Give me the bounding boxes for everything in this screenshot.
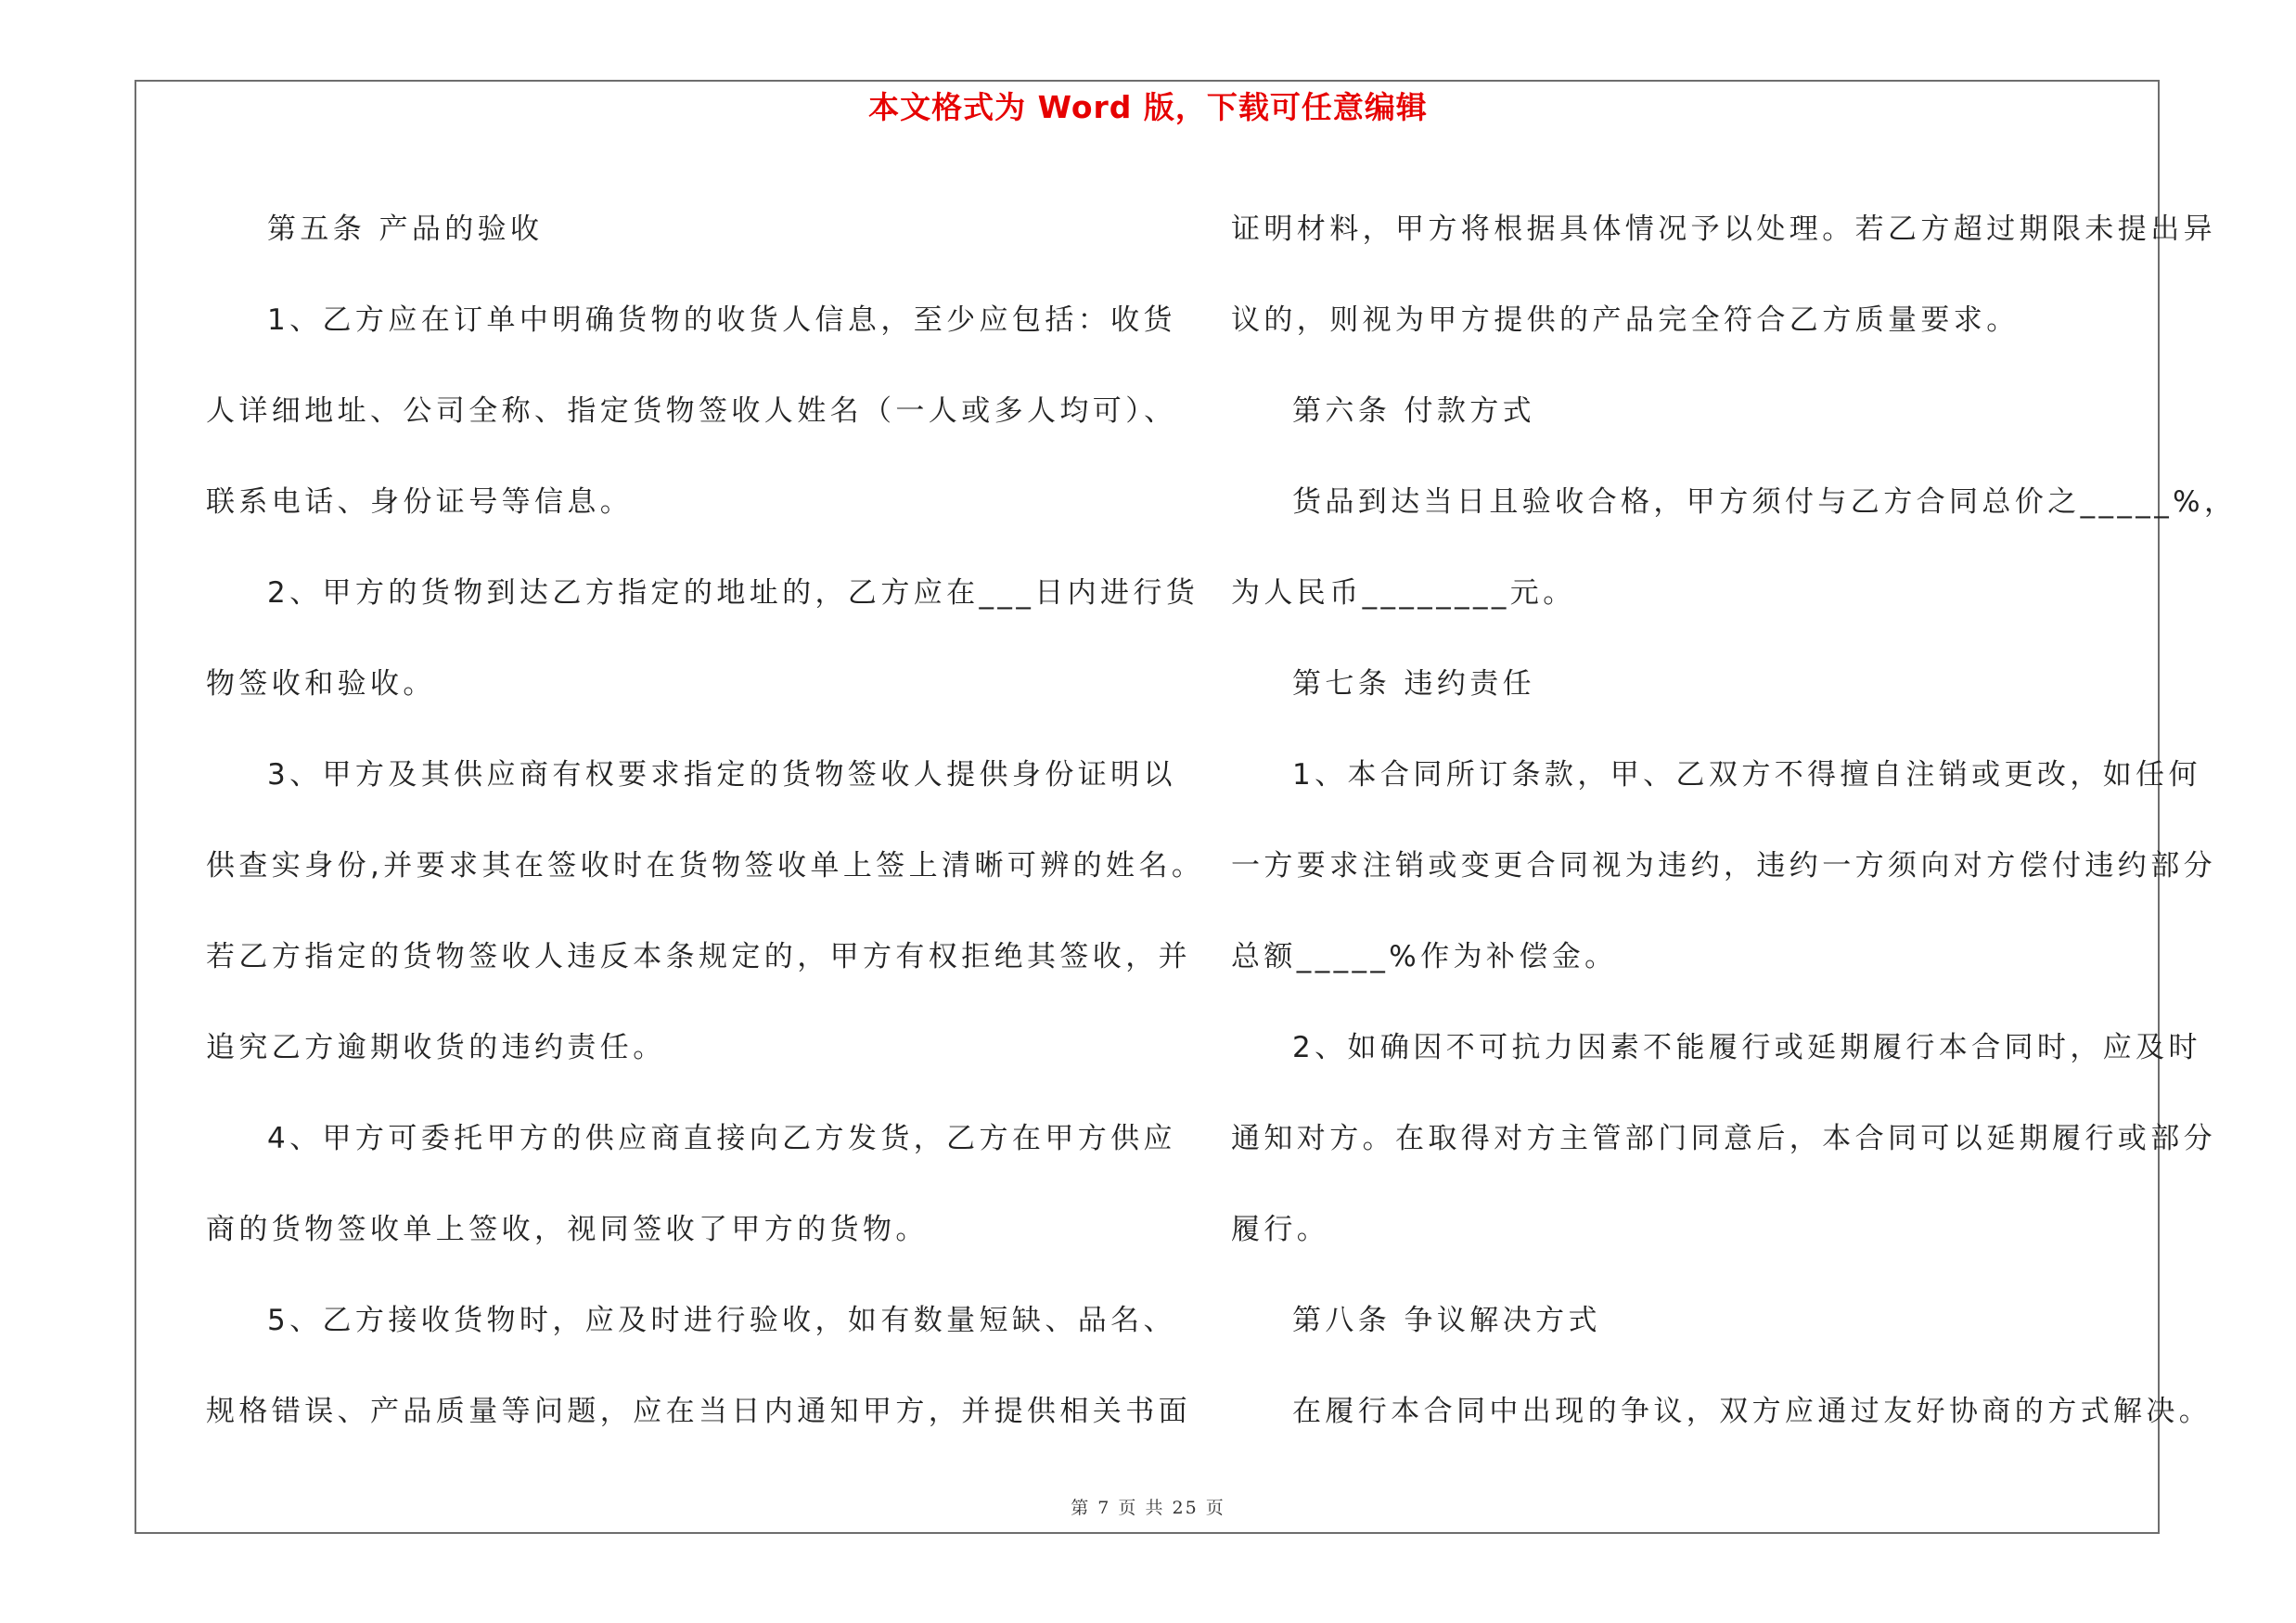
text-line: 3、甲方及其供应商有权要求指定的货物签收人提供身份证明以 bbox=[267, 758, 1176, 792]
text-line: 2、如确因不可抗力因素不能履行或延期履行本合同时，应及时 bbox=[1292, 1031, 2201, 1064]
text-line: 为人民币________元。 bbox=[1231, 576, 1576, 610]
text-line: 总额_____%作为补偿金。 bbox=[1231, 940, 1618, 973]
page-number-footer: 第 7 页 共 25 页 bbox=[1071, 1498, 1225, 1518]
text-line: 5、乙方接收货物时，应及时进行验收，如有数量短缺、品名、 bbox=[267, 1304, 1176, 1337]
text-line: 议的，则视为甲方提供的产品完全符合乙方质量要求。 bbox=[1231, 303, 2020, 337]
text-line: 商的货物签收单上签收，视同签收了甲方的货物。 bbox=[206, 1213, 929, 1246]
editable-notice-banner: 本文格式为 Word 版，下载可任意编辑 bbox=[868, 89, 1428, 125]
left-text-column bbox=[206, 184, 1205, 1457]
text-line: 第六条 付款方式 bbox=[1292, 394, 1536, 428]
text-line: 联系电话、身份证号等信息。 bbox=[206, 485, 634, 519]
text-line: 若乙方指定的货物签收人违反本条规定的，甲方有权拒绝其签收，并 bbox=[206, 940, 1191, 973]
text-line: 第五条 产品的验收 bbox=[267, 213, 544, 246]
text-line: 履行。 bbox=[1231, 1213, 1330, 1246]
text-line: 通知对方。在取得对方主管部门同意后，本合同可以延期履行或部分 bbox=[1231, 1122, 2216, 1155]
text-line: 供查实身份,并要求其在签收时在货物签收单上签上清晰可辨的姓名。 bbox=[206, 849, 1205, 882]
text-line: 追究乙方逾期收货的违约责任。 bbox=[206, 1031, 666, 1064]
text-line: 规格错误、产品质量等问题，应在当日内通知甲方，并提供相关书面 bbox=[206, 1395, 1191, 1428]
text-line: 物签收和验收。 bbox=[206, 667, 436, 701]
text-line: 在履行本合同中出现的争议，双方应通过友好协商的方式解决。 bbox=[1292, 1395, 2213, 1428]
text-line: 货品到达当日且验收合格，甲方须付与乙方合同总价之_____%， bbox=[1292, 485, 2238, 519]
text-line: 第七条 违约责任 bbox=[1292, 667, 1536, 701]
text-line: 证明材料，甲方将根据具体情况予以处理。若乙方超过期限未提出异 bbox=[1231, 213, 2216, 246]
text-line: 一方要求注销或变更合同视为违约，违约一方须向对方偿付违约部分 bbox=[1231, 849, 2216, 882]
text-line: 第八条 争议解决方式 bbox=[1292, 1304, 1601, 1337]
text-line: 2、甲方的货物到达乙方指定的地址的，乙方应在___日内进行货 bbox=[267, 576, 1199, 610]
text-line: 1、乙方应在订单中明确货物的收货人信息，至少应包括：收货 bbox=[267, 303, 1176, 337]
right-text-column bbox=[1231, 184, 2238, 1457]
text-line: 4、甲方可委托甲方的供应商直接向乙方发货，乙方在甲方供应 bbox=[267, 1122, 1176, 1155]
text-line: 人详细地址、公司全称、指定货物签收人姓名（一人或多人均可）、 bbox=[206, 394, 1177, 428]
text-line: 1、本合同所订条款，甲、乙双方不得擅自注销或更改，如任何 bbox=[1292, 758, 2201, 792]
